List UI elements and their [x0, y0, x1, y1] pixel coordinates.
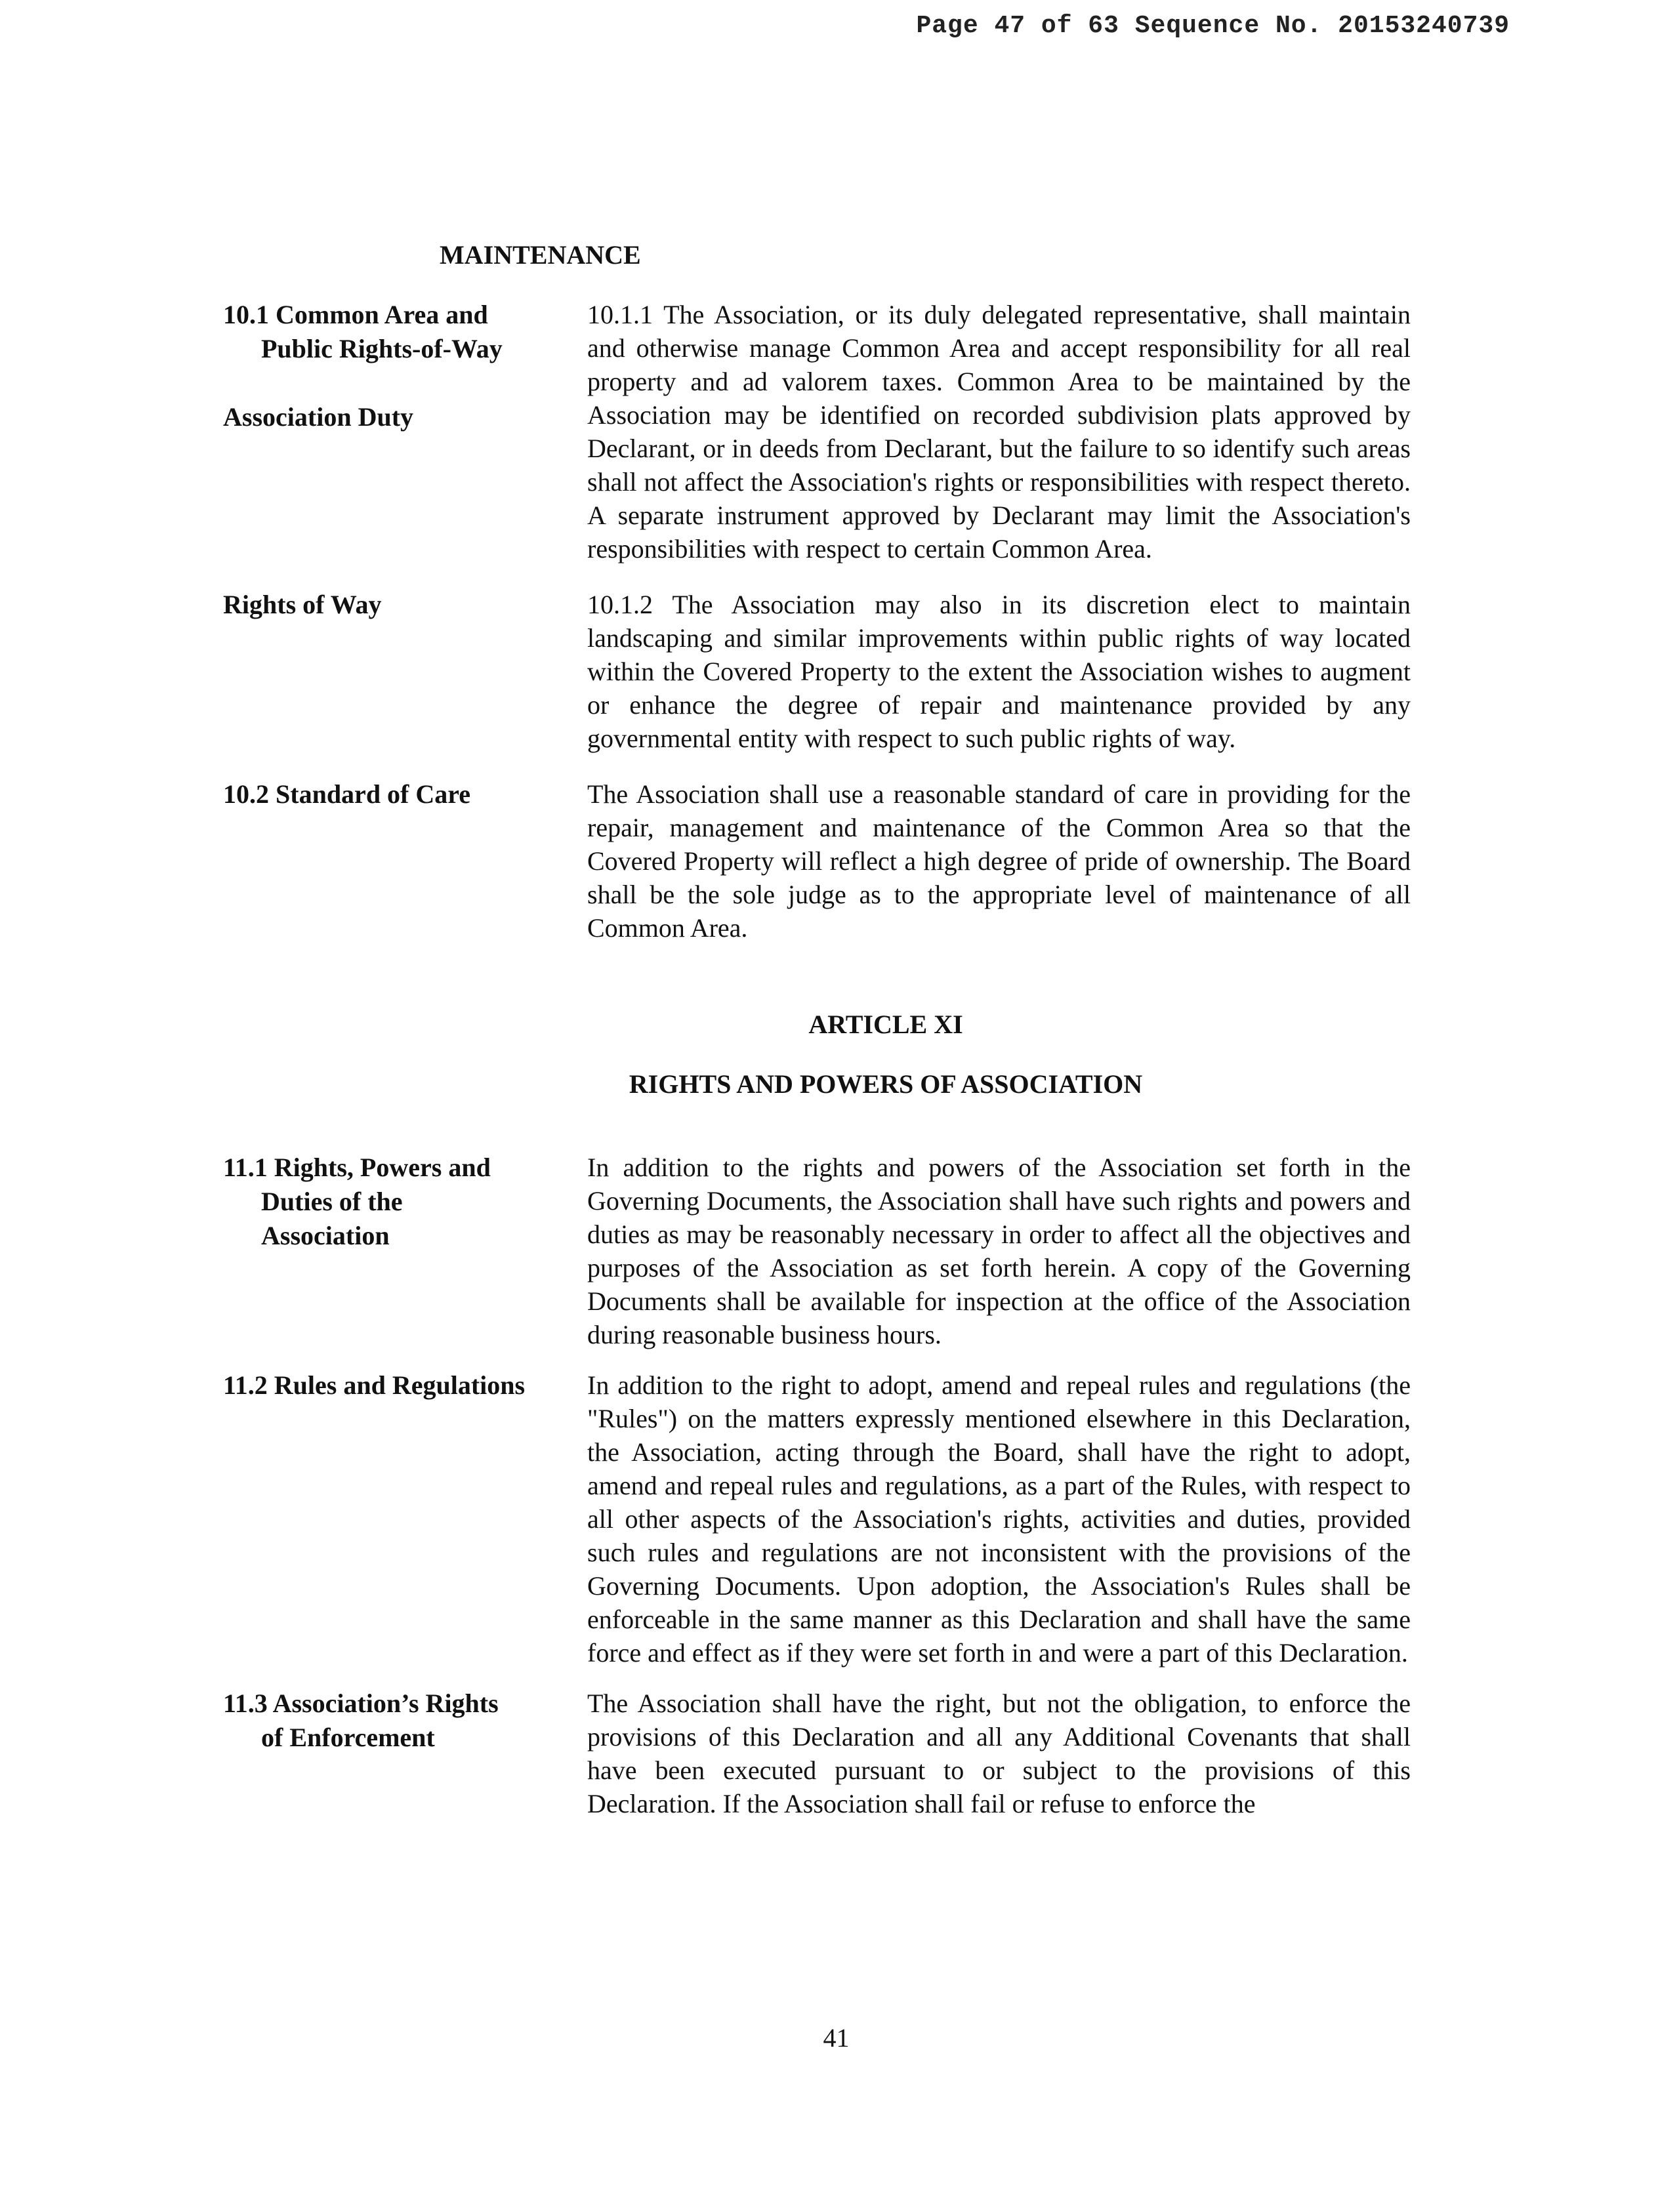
section-10-1-title: 10.1 Common Area and Public Rights-of-Way — [223, 300, 503, 363]
paragraph-11-2: In addition to the right to adopt, amend and repeal rules and regulations (the "Rules") on the matters expressly mentioned elsewhere in this Declaration, the Association, acting through the Board, shall have the right to adopt, amend and repeal rules and regulations, as a part of the Rules, with respect to all other aspects of the Association's rights, activities and duties, provided such rules and regulations are not inconsistent with the provisions of the Governing Documents. Upon adoption, the Association's Rules shall be enforceable in the same manner as this Declaration and shall have the same force and effect as if they were set forth in and were a part of this Declaration. — [587, 1370, 1411, 1668]
section-11-2-title: 11.2 Rules and Regulations — [223, 1370, 526, 1400]
paragraph-10-2: The Association shall use a reasonable standard of care in providing for the repair, management and maintenance of the Common Area so that the Covered Property will reflect a high degree of pride of ownership. The Board shall be the sole judge as to the appropriate level of maintenance of all Common Area. — [587, 779, 1411, 943]
section-10-2-title: 10.2 Standard of Care — [223, 779, 471, 809]
section-11-3-title: 11.3 Association’s Rights of Enforcement — [223, 1689, 499, 1752]
section-11-1 — [223, 1151, 1417, 1351]
side-column — [223, 588, 587, 622]
main-column — [587, 588, 1411, 755]
paragraph-number: 10.1.2 — [587, 590, 653, 619]
paragraph-11-1: In addition to the rights and powers of the Association set forth in the Governing Documents, the Association shall have such rights and powers and duties as may be reasonably necessary in order to affect all the objectives and purposes of the Association as set forth herein. A copy of the Governing Documents shall be available for inspection at the office of the Association during reasonable business hours. — [587, 1153, 1411, 1349]
side-column — [223, 1151, 587, 1253]
document-body — [223, 233, 1417, 1820]
article-heading: ARTICLE XI — [808, 1010, 963, 1039]
main-column — [587, 298, 1411, 565]
paragraph-11-3: The Association shall have the right, but not the obligation, to enforce the provisions of this Declaration and all any Additional Covenants that shall have been executed pursuant to or subject to the provisions of this Declaration. If the Association shall fail or refuse to enforce the — [587, 1689, 1411, 1818]
paragraph-number: 10.1.1 — [587, 300, 653, 329]
page-sequence-stamp: Page 47 of 63 Sequence No. 20153240739 — [916, 12, 1510, 40]
section-11-1-title: 11.1 Rights, Powers and Duties of the Association — [223, 1153, 491, 1250]
paragraph-text: The Association may also in its discretion elect to maintain landscaping and similar improvements within public rights of way located within the Covered Property to the extent the Association wishes to augment or enhance the degree of repair and maintenance provided by any governmental entity with respect to such public rights of way. — [587, 590, 1411, 753]
paragraph-10-1-1 — [587, 298, 1411, 565]
section-11-3 — [223, 1687, 1417, 1820]
maintenance-heading: MAINTENANCE — [440, 240, 641, 270]
main-column — [587, 1368, 1411, 1669]
main-column — [587, 1151, 1411, 1351]
side-column — [223, 1687, 587, 1755]
main-column — [587, 1687, 1411, 1820]
paragraph-10-1-2 — [587, 588, 1411, 755]
article-title: RIGHTS AND POWERS OF ASSOCIATION — [629, 1069, 1143, 1099]
paragraph-text: The Association, or its duly delegated representative, shall maintain and otherwise manage Common Area and accept responsibility for all real property and ad valorem taxes. Common Area to be maintained by the Association may be identified on recorded subdivision plats approved by Declarant, or in deeds from Declarant, but the failure to so identify such areas shall not affect the Association's rights or responsibilities with respect thereto. A separate instrument approved by Declarant may limit the Association's responsibilities with respect to certain Common Area. — [587, 300, 1411, 563]
section-10-2 — [223, 777, 1417, 945]
section-10-1-subtitle: Association Duty — [223, 402, 414, 432]
section-11-2 — [223, 1368, 1417, 1669]
rights-of-way-title: Rights of Way — [223, 590, 382, 619]
section-10-1-1 — [223, 298, 1417, 565]
page-number-text: 41 — [823, 2023, 850, 2053]
side-column — [223, 298, 587, 434]
side-column — [223, 1368, 587, 1403]
main-column — [587, 777, 1411, 945]
section-10-1-2 — [223, 588, 1417, 755]
side-column — [223, 777, 587, 811]
page-number — [0, 2022, 1679, 2053]
